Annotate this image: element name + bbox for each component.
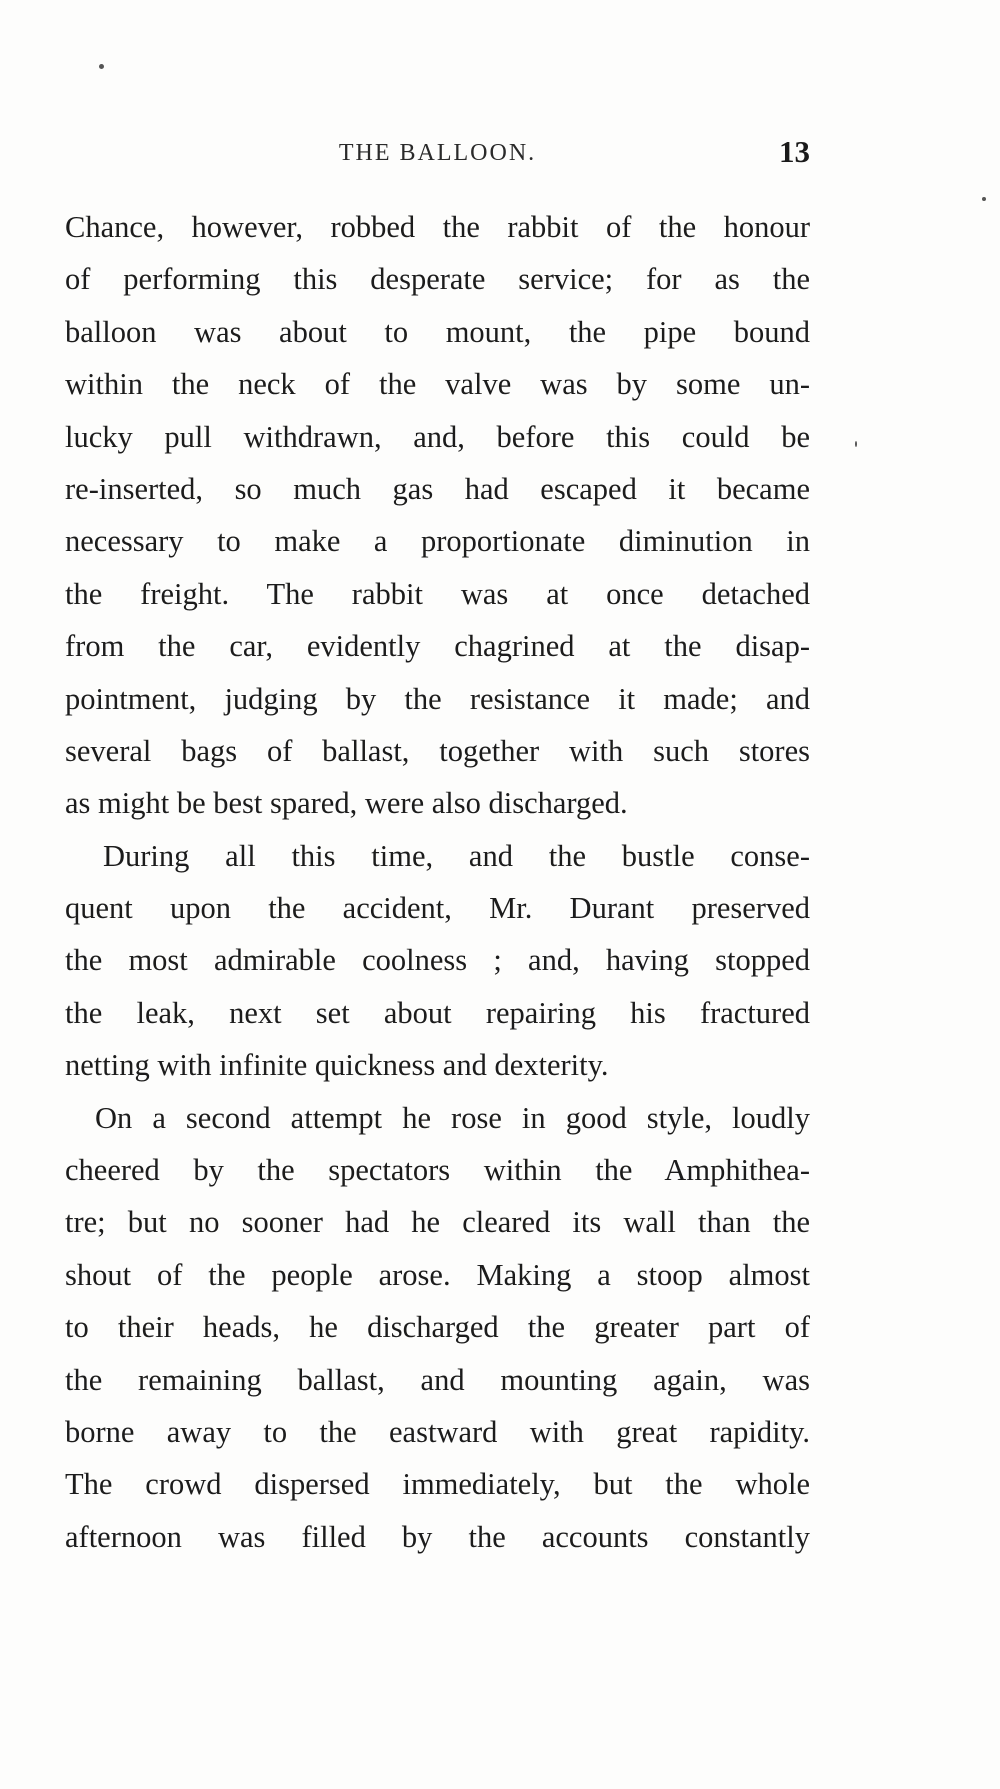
page-number: 13 bbox=[779, 134, 810, 169]
paragraph bbox=[65, 830, 810, 1092]
body-text bbox=[65, 201, 810, 1563]
scan-speck bbox=[99, 64, 104, 69]
text-line: cheered by the spectators within the Amphithea- bbox=[65, 1153, 810, 1188]
text-line: netting with infinite quickness and dexterity. bbox=[65, 1048, 609, 1083]
text-line: borne away to the eastward with great rapidity. bbox=[65, 1414, 810, 1449]
text-line: balloon was about to mount, the pipe bound bbox=[65, 314, 810, 349]
running-title: THE BALLOON. bbox=[338, 140, 537, 166]
text-line: the most admirable coolness ; and, having stopped bbox=[65, 943, 810, 978]
text-line: quent upon the accident, Mr. Durant preserved bbox=[65, 891, 810, 926]
text-line: re-inserted, so much gas had escaped it became bbox=[65, 471, 810, 506]
text-line: of performing this desperate service; for as the bbox=[65, 262, 810, 297]
text-line: within the neck of the valve was by some un- bbox=[65, 367, 810, 402]
text-line: During all this time, and the bustle conse- bbox=[103, 838, 810, 873]
text-line: as might be best spared, were also discharged. bbox=[65, 786, 628, 821]
paragraph bbox=[65, 1092, 810, 1564]
text-line: lucky pull withdrawn, and, before this could be bbox=[65, 419, 810, 454]
text-line: pointment, judging by the resistance it made; and bbox=[65, 681, 810, 716]
text-line: Chance, however, robbed the rabbit of the honour bbox=[65, 210, 810, 244]
text-line: the freight. The rabbit was at once detached bbox=[65, 576, 810, 611]
paragraph bbox=[65, 201, 810, 830]
text-line: On a second attempt he rose in good style, loudly bbox=[95, 1100, 810, 1135]
text-line: the leak, next set about repairing his fractured bbox=[65, 995, 810, 1030]
text-line: from the car, evidently chagrined at the disap- bbox=[65, 629, 810, 664]
text-line: necessary to make a proportionate diminution in bbox=[65, 524, 810, 559]
text-line: the remaining ballast, and mounting again, was bbox=[65, 1362, 810, 1397]
page-header bbox=[65, 134, 810, 174]
scan-speck bbox=[982, 197, 986, 201]
text-line: to their heads, he discharged the greater part of bbox=[65, 1310, 810, 1345]
text-line: shout of the people arose. Making a stoop almost bbox=[65, 1257, 810, 1292]
text-line: The crowd dispersed immediately, but the whole bbox=[65, 1467, 810, 1502]
text-line: afternoon was filled by the accounts constantly bbox=[65, 1519, 810, 1554]
scan-speck bbox=[855, 441, 857, 447]
text-line: tre; but no sooner had he cleared its wall than the bbox=[65, 1205, 810, 1240]
text-line: several bags of ballast, together with such stores bbox=[65, 733, 810, 768]
